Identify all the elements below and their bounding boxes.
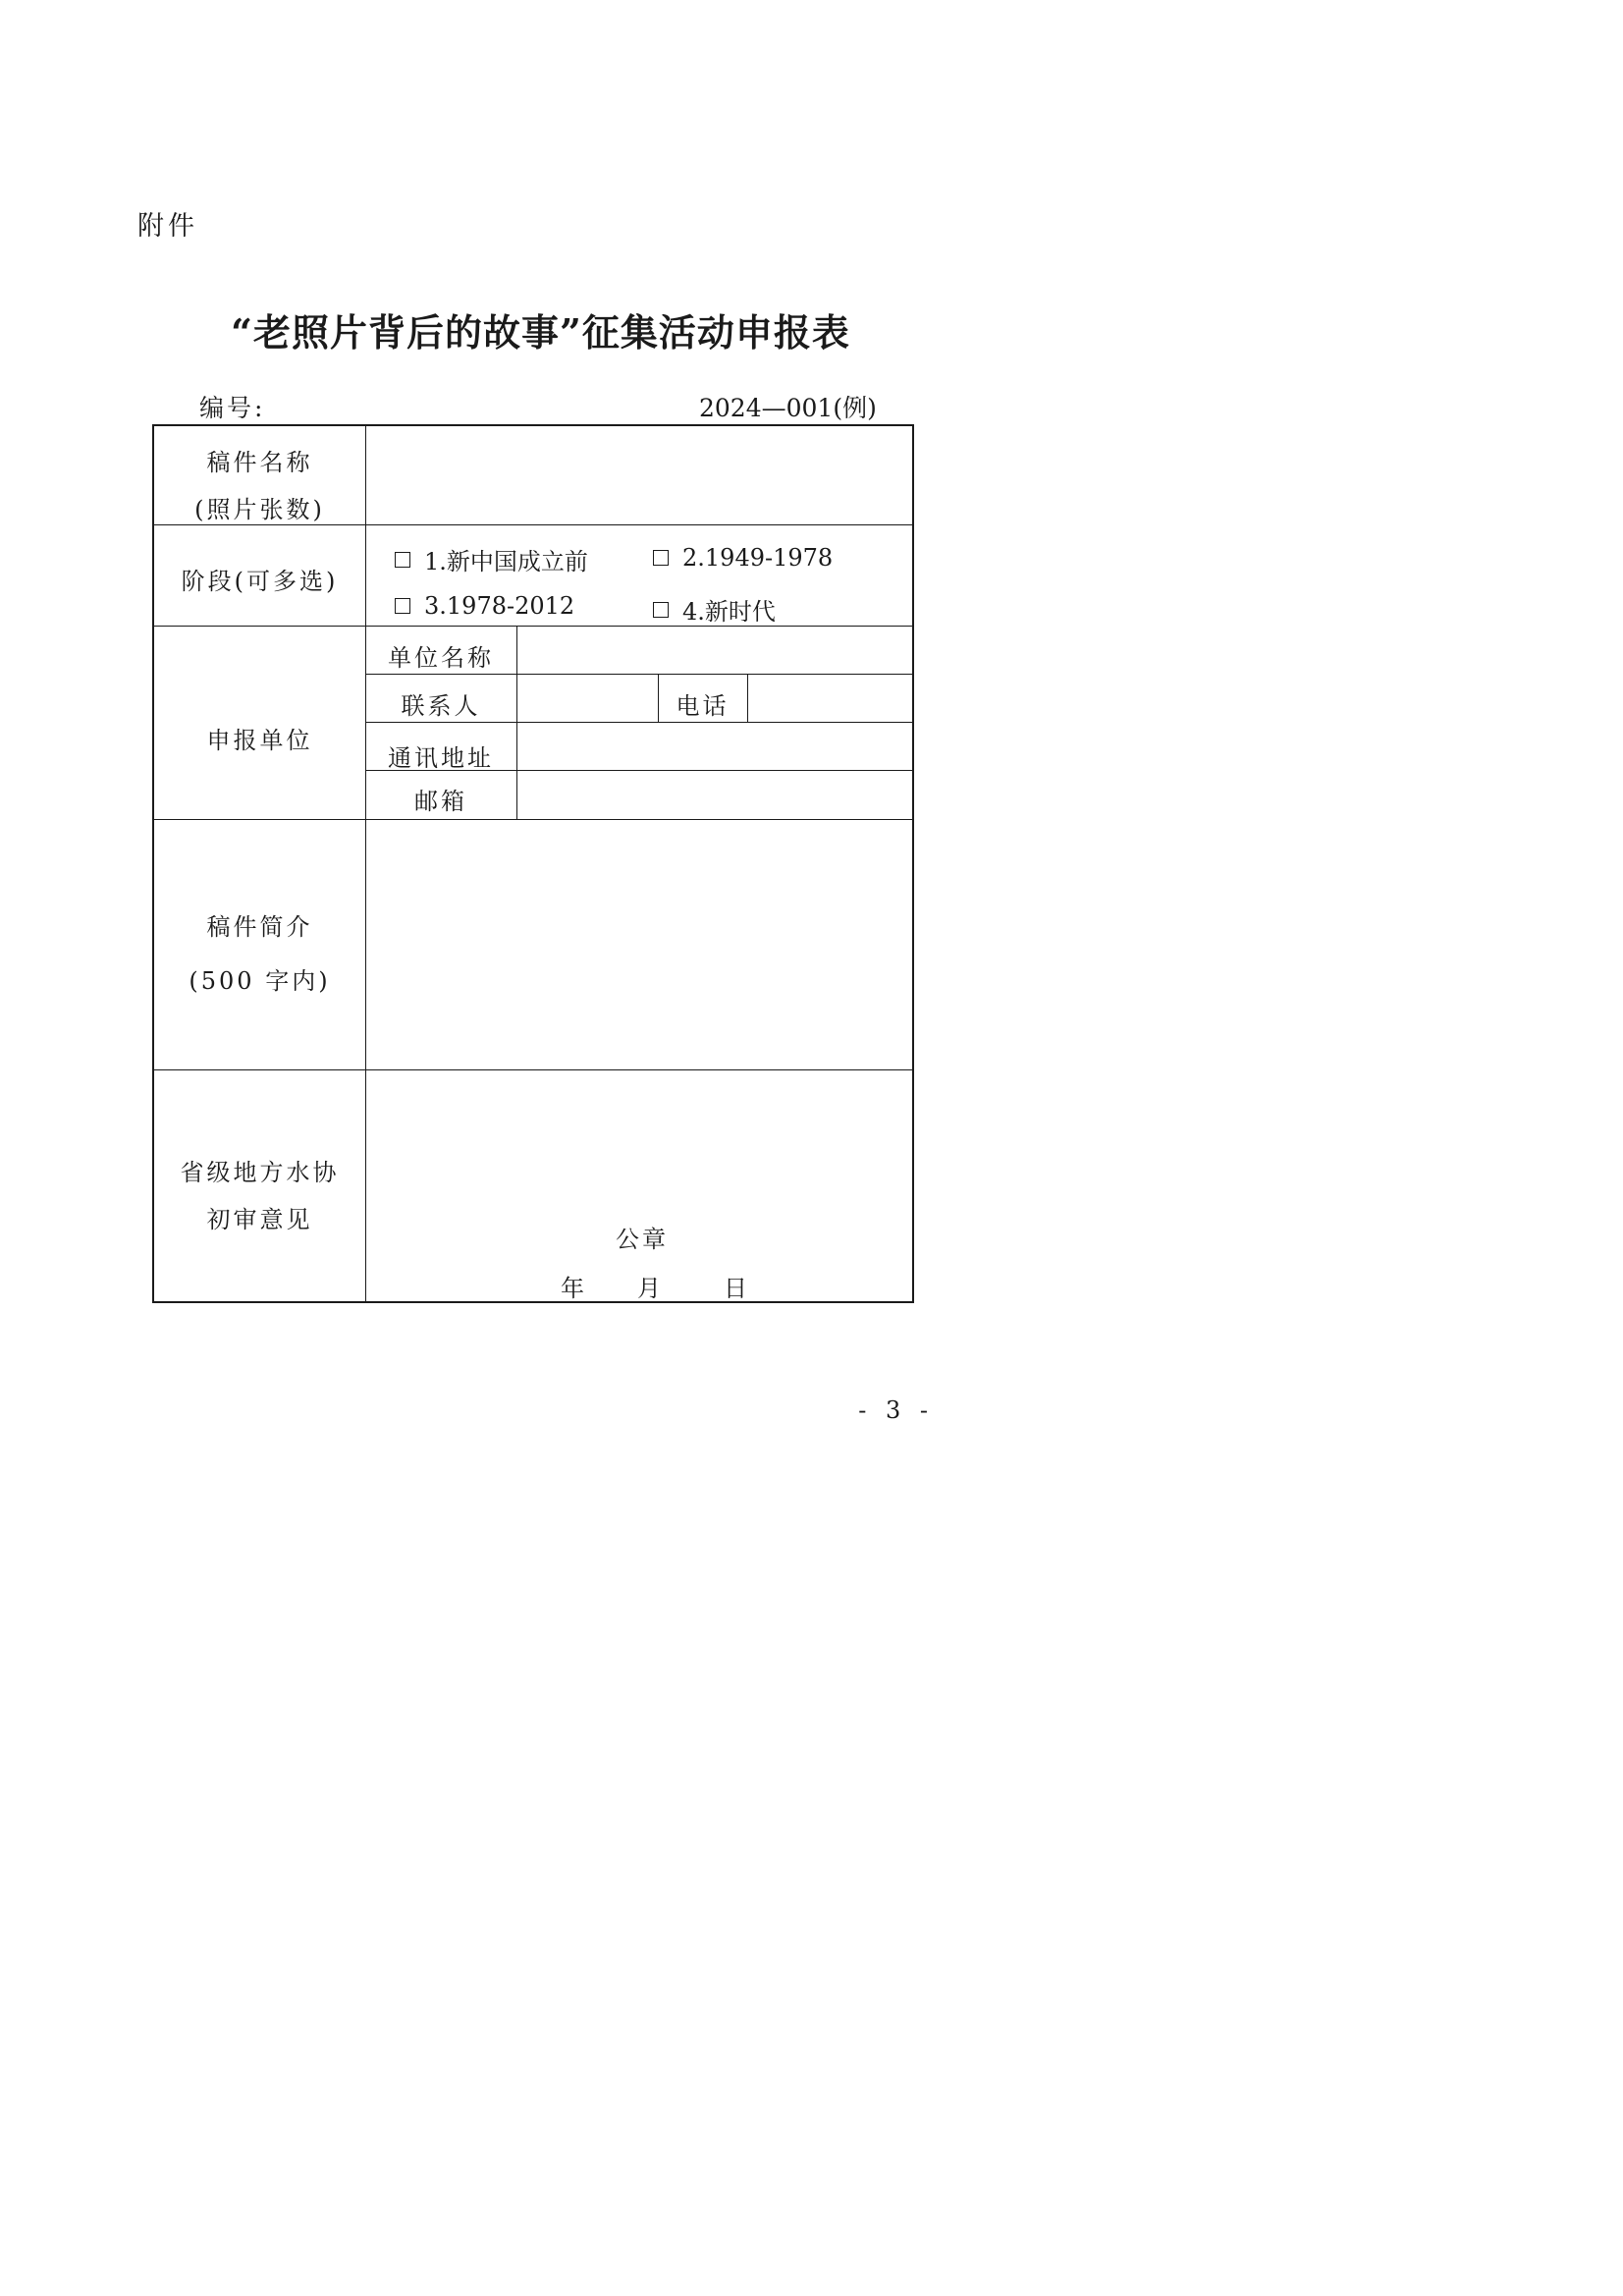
summary-limit-label: (500 字内): [189, 967, 331, 995]
contact-person-field[interactable]: [518, 676, 656, 720]
form-title: “老照片背后的故事”征集活动申报表: [231, 310, 850, 355]
date-year-label: 年: [561, 1275, 587, 1302]
checkbox-icon[interactable]: [653, 602, 669, 618]
address-field[interactable]: [518, 724, 912, 768]
stage-option-4[interactable]: [653, 592, 776, 627]
manuscript-name-field[interactable]: [367, 428, 912, 522]
email-label: 邮箱: [414, 788, 467, 815]
row-divider: [154, 524, 914, 525]
email-field[interactable]: [518, 772, 912, 817]
phone-field[interactable]: [749, 676, 912, 720]
stage-option-label: 4.新时代: [682, 598, 776, 626]
stage-option-2[interactable]: [653, 544, 833, 572]
unit-name-label: 单位名称: [388, 644, 494, 672]
stage-option-label: 2.1949-1978: [682, 544, 834, 572]
checkbox-icon[interactable]: [395, 598, 410, 614]
sub-row-divider: [365, 722, 914, 723]
stage-option-label: 1.新中国成立前: [424, 548, 588, 575]
date-day-label: 日: [724, 1275, 750, 1302]
review-opinion-field[interactable]: [367, 1071, 912, 1219]
official-seal-label: 公章: [616, 1226, 669, 1253]
attachment-label: 附件: [137, 211, 198, 242]
page-number: - 3 -: [858, 1396, 934, 1424]
stage-option-label: 3.1978-2012: [424, 592, 575, 620]
checkbox-icon[interactable]: [653, 550, 669, 566]
phone-label: 电话: [676, 692, 730, 720]
serial-label: 编号:: [199, 394, 266, 422]
application-form-table: [152, 424, 914, 1303]
applicant-unit-label: 申报单位: [206, 727, 313, 754]
unit-name-field[interactable]: [518, 628, 912, 672]
photo-count-label: (照片张数): [194, 496, 325, 523]
summary-label: 稿件简介: [206, 913, 313, 941]
column-divider: [516, 626, 517, 819]
row-divider: [154, 626, 914, 627]
address-label: 通讯地址: [388, 744, 494, 772]
stage-option-3[interactable]: [395, 592, 574, 620]
summary-field[interactable]: [367, 821, 912, 1067]
manuscript-name-label: 稿件名称: [206, 449, 313, 476]
sub-row-divider: [365, 674, 914, 675]
stage-label: 阶段(可多选): [181, 568, 339, 595]
stage-option-1[interactable]: [395, 542, 588, 576]
contact-person-label: 联系人: [401, 692, 481, 720]
review-opinion-label: 初审意见: [206, 1206, 313, 1233]
serial-value: 2024—001(例): [699, 394, 877, 422]
date-month-label: 月: [637, 1275, 664, 1302]
column-divider: [747, 674, 748, 722]
review-org-label: 省级地方水协: [180, 1159, 340, 1186]
row-divider: [154, 1069, 914, 1070]
row-divider: [154, 819, 914, 820]
checkbox-icon[interactable]: [395, 552, 410, 568]
column-divider: [365, 426, 366, 1303]
